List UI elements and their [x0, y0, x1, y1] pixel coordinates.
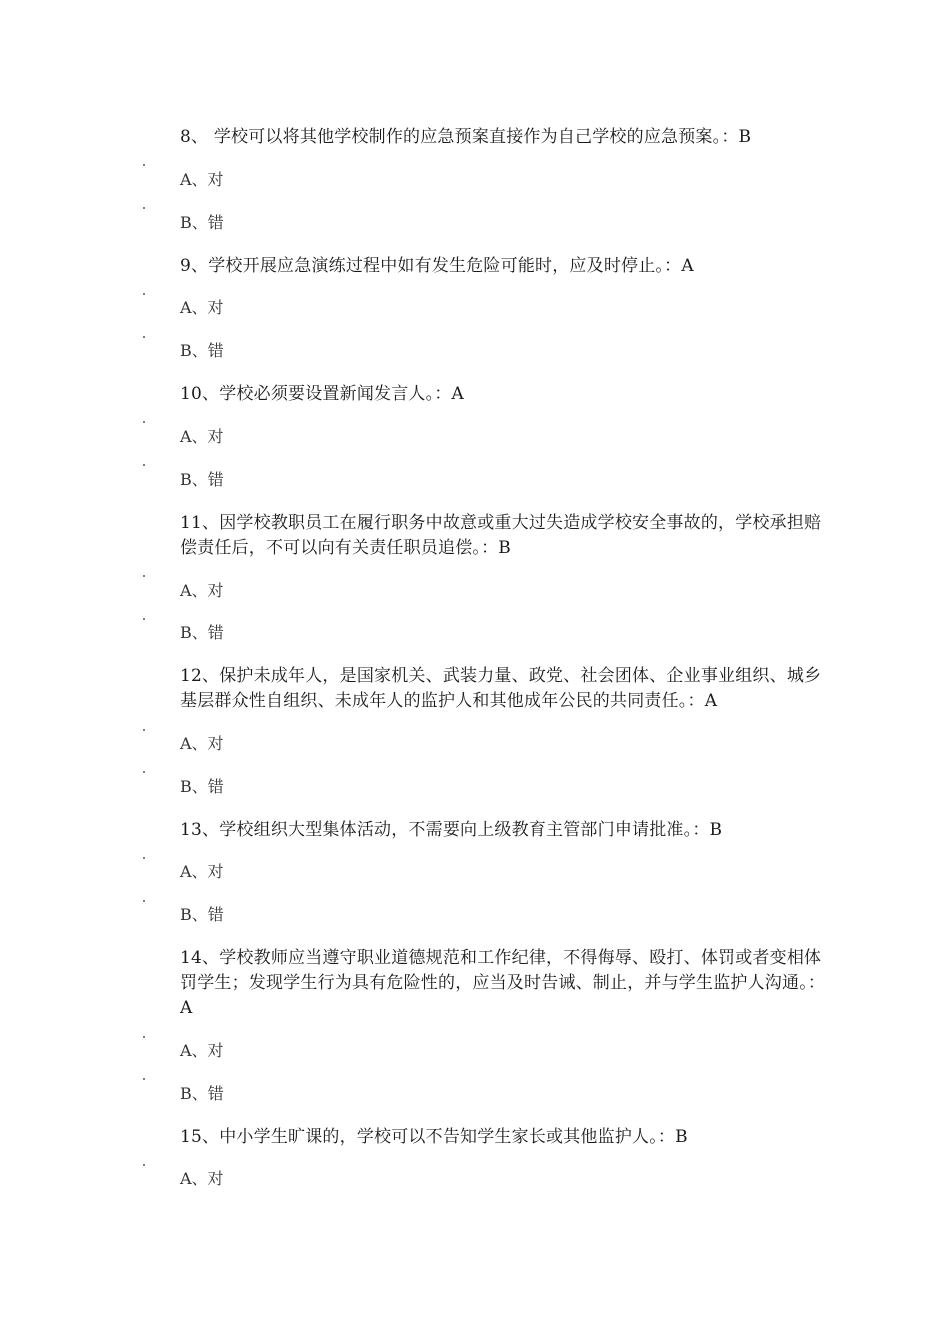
- bullet-dot: [143, 293, 145, 295]
- option-b: B、错: [180, 623, 224, 642]
- option-b: B、错: [180, 777, 224, 796]
- question-14: 14、学校教师应当遵守职业道德规范和工作纪律，不得侮辱、殴打、体罚或者变相体罚学生；发现学生行为具有危险性的，应当及时告诫、制止，并与学生监护人沟通。：A: [180, 948, 826, 1018]
- question-9: 9、学校开展应急演练过程中如有发生危险可能时，应及时停止。：A: [180, 256, 694, 276]
- option-a: A、对: [180, 581, 224, 600]
- option-a: A、对: [180, 1169, 224, 1188]
- option-a: A、对: [180, 1041, 224, 1060]
- question-15: 15、中小学生旷课的，学校可以不告知学生家长或其他监护人。：B: [180, 1127, 688, 1147]
- bullet-dot: [143, 900, 145, 902]
- bullet-dot: [143, 575, 145, 577]
- bullet-dot: [143, 857, 145, 859]
- bullet-dot: [143, 729, 145, 731]
- bullet-dot: [143, 164, 145, 166]
- option-a: A、对: [180, 298, 224, 317]
- question-10: 10、学校必须要设置新闻发言人。：A: [180, 384, 465, 404]
- question-13: 13、学校组织大型集体活动，不需要向上级教育主管部门申请批准。：B: [180, 820, 723, 840]
- question-11: 11、因学校教职员工在履行职务中故意或重大过失造成学校安全事故的，学校承担赔偿责任后，不可以向有关责任职员追偿。：B: [180, 513, 822, 558]
- bullet-dot: [143, 771, 145, 773]
- bullet-dot: [143, 618, 145, 620]
- option-b: B、错: [180, 213, 224, 232]
- bullet-dot: [143, 421, 145, 423]
- bullet-dot: [143, 1036, 145, 1038]
- bullet-dot: [143, 1078, 145, 1080]
- option-a: A、对: [180, 170, 224, 189]
- option-b: B、错: [180, 470, 224, 489]
- option-a: A、对: [180, 862, 224, 881]
- question-8: 8、 学校可以将其他学校制作的应急预案直接作为自己学校的应急预案。：B: [180, 127, 752, 147]
- option-a: A、对: [180, 734, 224, 753]
- question-12: 12、保护未成年人，是国家机关、武装力量、政党、社会团体、企业事业组织、城乡基层群众性自组织、未成年人的监护人和其他成年公民的共同责任。：A: [180, 666, 822, 711]
- option-b: B、错: [180, 905, 224, 924]
- bullet-dot: [143, 464, 145, 466]
- option-b: B、错: [180, 1084, 224, 1103]
- option-a: A、对: [180, 427, 224, 446]
- bullet-dot: [143, 336, 145, 338]
- bullet-dot: [143, 207, 145, 209]
- bullet-dot: [143, 1164, 145, 1166]
- option-b: B、错: [180, 341, 224, 360]
